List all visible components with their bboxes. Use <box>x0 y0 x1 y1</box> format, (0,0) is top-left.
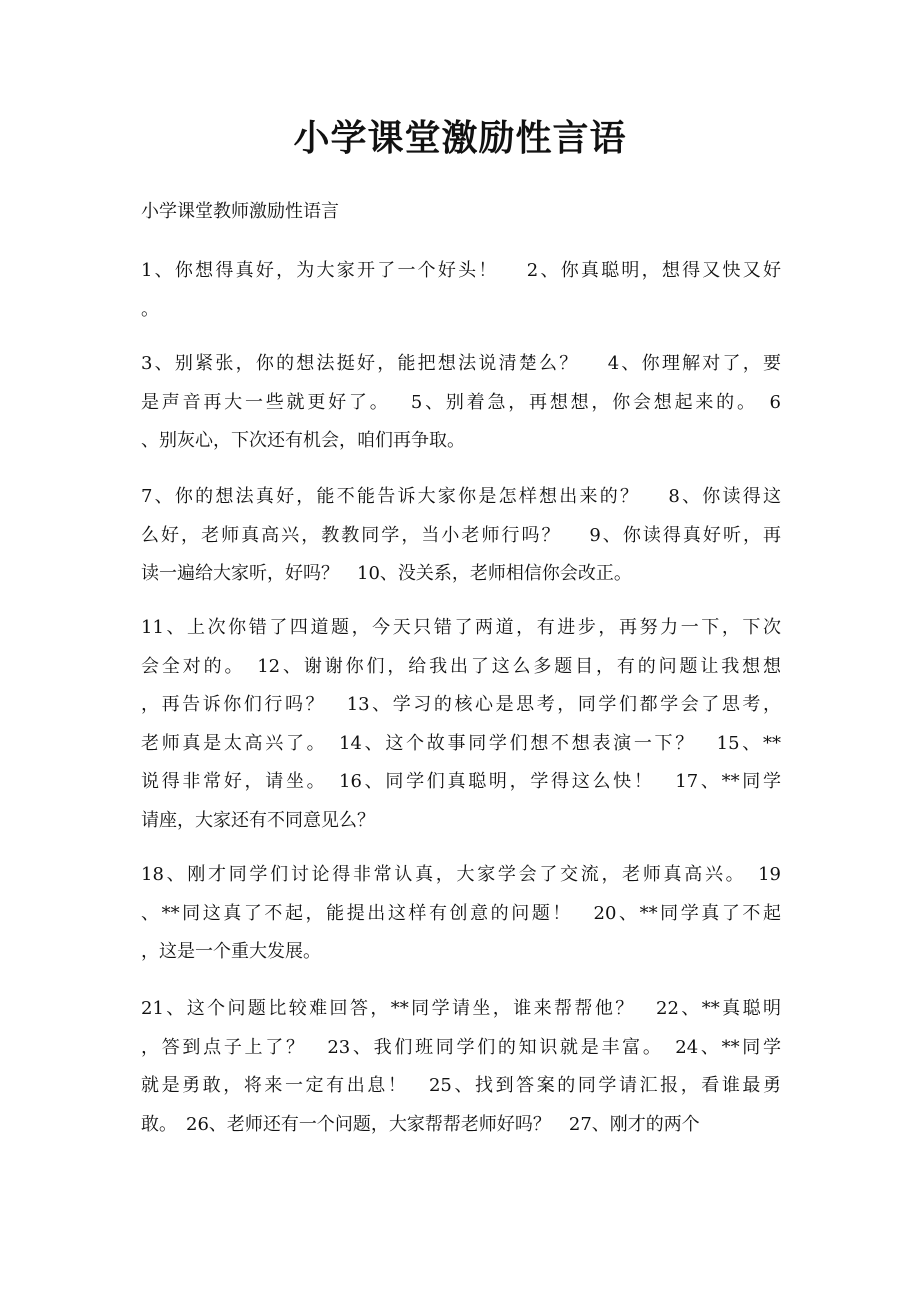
text-line: 老师真是太高兴了。 14、这个故事同学们想不想表演一下？ 15、** <box>141 732 781 754</box>
paragraph-6 <box>141 990 781 1144</box>
text-line: 21、这个问题比较难回答，**同学请坐，谁来帮帮他？ 22、**真聪明 <box>141 998 781 1019</box>
text-line: 7、你的想法真好，能不能告诉大家你是怎样想出来的？ 8、你读得这 <box>141 486 781 507</box>
text-line: 18、刚才同学们讨论得非常认真，大家学会了交流，老师真高兴。 19 <box>141 864 781 885</box>
document-subtitle: 小学课堂教师激励性语言 <box>141 201 339 222</box>
text-line: 请座，大家还有不同意见么？ <box>141 809 375 831</box>
text-line: ，答到点子上了？ 23、我们班同学们的知识就是丰富。 24、**同学 <box>141 1036 781 1058</box>
text-line: ，这是一个重大发展。 <box>141 941 321 962</box>
text-line: 敢。 26、老师还有一个问题，大家帮帮老师好吗？ 27、刚才的两个 <box>141 1113 700 1135</box>
text-line: 说得非常好，请坐。 16、同学们真聪明，学得这么快！ 17、**同学 <box>141 771 781 792</box>
text-line: 、别灰心，下次还有机会，咱们再争取。 <box>141 430 465 451</box>
text-line: 读一遍给大家听，好吗？ 10、没关系，老师相信你会改正。 <box>141 563 632 584</box>
paragraph-1 <box>141 252 781 329</box>
text-line: 11、上次你错了四道题，今天只错了两道，有进步，再努力一下，下次 <box>141 617 781 638</box>
paragraph-5 <box>141 856 781 972</box>
text-line: 、**同这真了不起，能提出这样有创意的问题！ 20、**同学真了不起 <box>141 902 781 924</box>
text-line: 就是勇敢，将来一定有出息！ 25、找到答案的同学请汇报，看谁最勇 <box>141 1075 781 1096</box>
text-line: 会全对的。 12、谢谢你们，给我出了这么多题目，有的问题让我想想 <box>141 655 781 677</box>
document-title: 小学课堂激励性言语 <box>293 117 627 159</box>
text-line: 是声音再大一些就更好了。 5、别着急，再想想，你会想起来的。 6 <box>141 391 781 413</box>
paragraph-2 <box>141 345 781 461</box>
paragraph-3 <box>141 478 781 594</box>
text-line: 。 <box>141 298 159 320</box>
text-line: ，再告诉你们行吗？ 13、学习的核心是思考，同学们都学会了思考， <box>141 694 781 715</box>
text-line: 1、你想得真好，为大家开了一个好头！ 2、你真聪明，想得又快又好 <box>141 260 781 281</box>
text-line: 么好，老师真高兴，教教同学，当小老师行吗？ 9、你读得真好听，再 <box>141 524 781 546</box>
paragraph-4 <box>141 609 781 840</box>
text-line: 3、别紧张，你的想法挺好，能把想法说清楚么？ 4、你理解对了，要 <box>141 353 781 374</box>
